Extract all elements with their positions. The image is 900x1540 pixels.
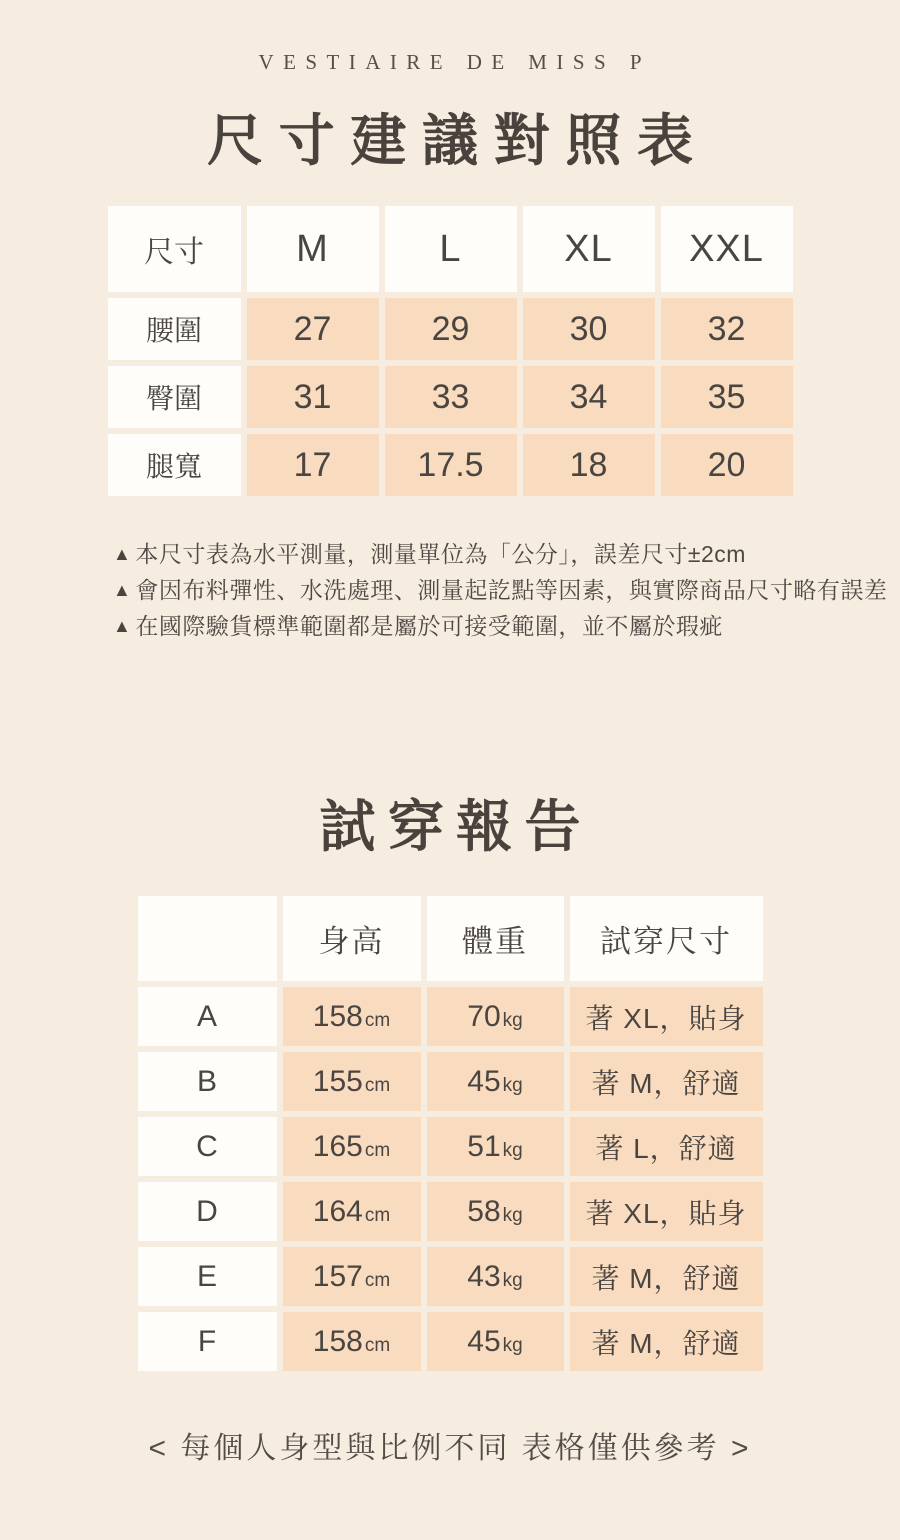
weight-value: 43 [467, 1259, 501, 1293]
size-notes [113, 537, 900, 645]
weight-value: 45 [467, 1064, 501, 1098]
thigh-value-m: 17 [247, 434, 379, 496]
footnote: < 每個人身型與比例不同 表格僅供參考 > [148, 1432, 752, 1465]
fitting-table-header-row [138, 896, 763, 981]
table-row-waist [108, 298, 793, 360]
fitting-result-cell: 著 M，舒適 [570, 1247, 763, 1306]
thigh-value-xxl: 20 [661, 434, 793, 496]
fitting-result-cell: 著 M，舒適 [570, 1052, 763, 1111]
fitting-result-cell: 著 L，舒適 [570, 1117, 763, 1176]
height-unit: cm [364, 1074, 391, 1096]
fitting-row-c [138, 1117, 763, 1176]
weight-value: 70 [467, 999, 501, 1033]
height-value: 158 [312, 1324, 363, 1358]
table-row-thigh [108, 434, 793, 496]
waist-value-xl: 30 [523, 298, 655, 360]
weight-unit: kg [502, 1269, 523, 1291]
height-unit: cm [364, 1139, 391, 1161]
fitting-header-height: 身高 [283, 896, 421, 981]
weight-unit: kg [502, 1334, 523, 1356]
fitting-height-cell [283, 1052, 421, 1111]
fitting-result-cell: 著 XL，貼身 [570, 1182, 763, 1241]
size-table-header-m: M [247, 206, 379, 292]
height-unit: cm [364, 1269, 391, 1291]
brand-name: VESTIAIRE DE MISS P [258, 50, 651, 74]
height-value: 157 [312, 1259, 363, 1293]
fitting-result-cell: 著 XL，貼身 [570, 987, 763, 1046]
fitting-weight-cell [427, 1312, 564, 1371]
height-value: 158 [312, 999, 363, 1033]
fitting-result-cell: 著 M，舒適 [570, 1312, 763, 1371]
fitting-header-corner [138, 896, 277, 981]
weight-value: 51 [467, 1129, 501, 1163]
height-value: 165 [312, 1129, 363, 1163]
hip-value-m: 31 [247, 366, 379, 428]
note-text: 本尺寸表為水平測量，測量單位為「公分」，誤差尺寸±2cm [135, 541, 746, 567]
waist-value-xxl: 32 [661, 298, 793, 360]
fitting-row-label: E [138, 1247, 277, 1306]
fitting-height-cell [283, 1117, 421, 1176]
row-label-thigh: 腿寬 [108, 434, 241, 496]
weight-unit: kg [502, 1009, 523, 1031]
fitting-weight-cell [427, 1247, 564, 1306]
weight-unit: kg [502, 1074, 523, 1096]
fitting-row-label: D [138, 1182, 277, 1241]
note-text: 在國際驗貨標準範圍都是屬於可接受範圍，並不屬於瑕疵 [135, 613, 723, 639]
note-line-measurement [113, 537, 900, 573]
table-row-hip [108, 366, 793, 428]
height-unit: cm [364, 1204, 391, 1226]
fitting-row-d [138, 1182, 763, 1241]
fitting-row-label: B [138, 1052, 277, 1111]
fitting-table [132, 890, 769, 1377]
fitting-row-b [138, 1052, 763, 1111]
weight-value: 58 [467, 1194, 501, 1228]
fitting-height-cell [283, 987, 421, 1046]
fitting-row-label: F [138, 1312, 277, 1371]
size-table-header-xl: XL [523, 206, 655, 292]
waist-value-m: 27 [247, 298, 379, 360]
thigh-value-l: 17.5 [385, 434, 517, 496]
weight-value: 45 [467, 1324, 501, 1358]
fitting-row-e [138, 1247, 763, 1306]
triangle-bullet-icon: ▲ [113, 580, 132, 600]
size-table-header-xxl: XXL [661, 206, 793, 292]
weight-unit: kg [502, 1139, 523, 1161]
height-value: 155 [312, 1064, 363, 1098]
hip-value-xl: 34 [523, 366, 655, 428]
fitting-height-cell [283, 1312, 421, 1371]
fitting-row-f [138, 1312, 763, 1371]
weight-unit: kg [502, 1204, 523, 1226]
height-value: 164 [312, 1194, 363, 1228]
fitting-header-weight: 體重 [427, 896, 564, 981]
note-line-standard [113, 609, 900, 645]
fitting-height-cell [283, 1247, 421, 1306]
fitting-weight-cell [427, 1182, 564, 1241]
waist-value-l: 29 [385, 298, 517, 360]
height-unit: cm [364, 1334, 391, 1356]
fitting-row-a [138, 987, 763, 1046]
hip-value-xxl: 35 [661, 366, 793, 428]
fitting-report-title: 試穿報告 [319, 795, 593, 858]
triangle-bullet-icon: ▲ [113, 616, 132, 636]
row-label-waist: 腰圍 [108, 298, 241, 360]
fitting-weight-cell [427, 1117, 564, 1176]
size-table [102, 200, 799, 502]
note-line-tolerance [113, 573, 900, 609]
triangle-bullet-icon: ▲ [113, 544, 132, 564]
fitting-row-label: C [138, 1117, 277, 1176]
size-table-header-row [108, 206, 793, 292]
height-unit: cm [364, 1009, 391, 1031]
fitting-header-tried-size: 試穿尺寸 [570, 896, 763, 981]
size-chart-title: 尺寸建議對照表 [206, 109, 709, 172]
row-label-hip: 臀圍 [108, 366, 241, 428]
size-table-header-l: L [385, 206, 517, 292]
note-text: 會因布料彈性、水洗處理、測量起訖點等因素，與實際商品尺寸略有誤差 [135, 577, 888, 603]
size-table-header-size: 尺寸 [108, 206, 241, 292]
fitting-height-cell [283, 1182, 421, 1241]
fitting-weight-cell [427, 987, 564, 1046]
hip-value-l: 33 [385, 366, 517, 428]
thigh-value-xl: 18 [523, 434, 655, 496]
fitting-weight-cell [427, 1052, 564, 1111]
fitting-row-label: A [138, 987, 277, 1046]
